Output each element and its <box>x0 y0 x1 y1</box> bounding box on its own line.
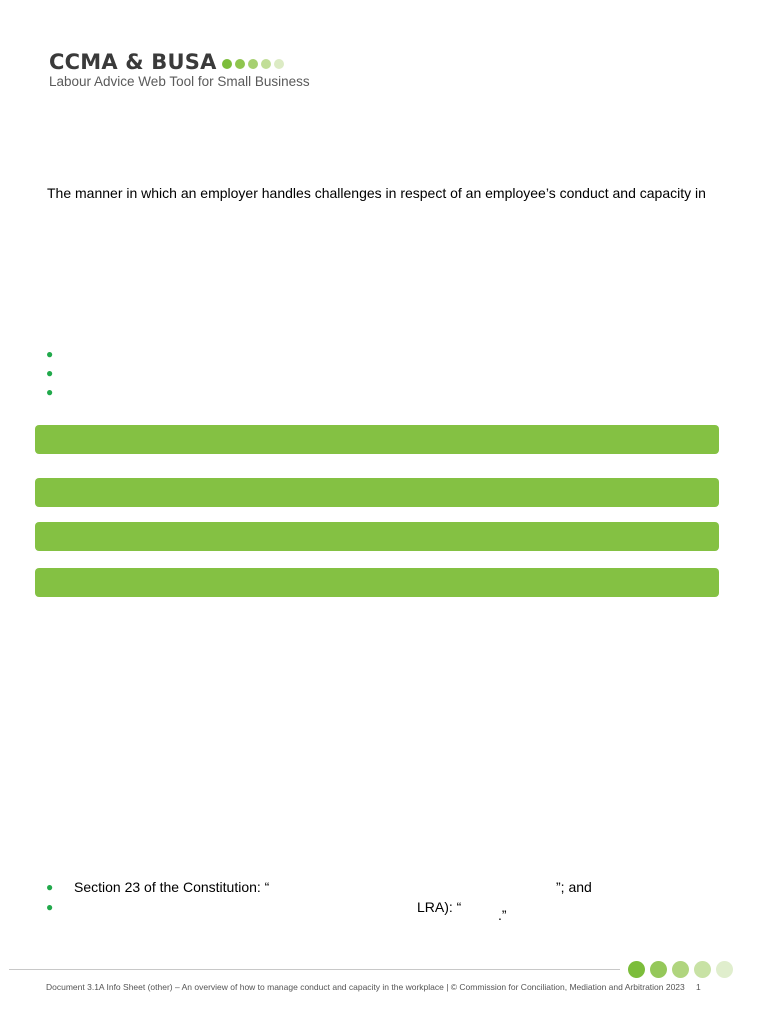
footer-dot <box>716 961 733 978</box>
footer-dot <box>694 961 711 978</box>
logo-title <box>49 50 310 74</box>
footer-dots <box>628 961 733 978</box>
list-item-tail: ”; and <box>556 879 592 895</box>
logo <box>49 50 310 90</box>
footer-text: Document 3.1A Info Sheet (other) – An overview of how to manage conduct and capacity in the workplace | © Commission for Conciliation, Mediation and Arbitration 2023 <box>46 982 685 992</box>
footer-dot <box>628 961 645 978</box>
section-heading-bar <box>35 425 719 454</box>
footer-divider <box>9 969 620 970</box>
logo-dots <box>222 59 284 69</box>
intro-paragraph: The manner in which an employer handles challenges in respect of an employee’s conduct and capacity in <box>47 185 706 201</box>
bullet-marker: ● <box>46 347 54 361</box>
list-item-tail: .” <box>498 907 507 923</box>
section-heading-bar <box>35 568 719 597</box>
page-number: 1 <box>696 982 701 992</box>
logo-dot <box>222 59 232 69</box>
footer-dot <box>672 961 689 978</box>
section-heading-bar <box>35 478 719 507</box>
logo-dot <box>274 59 284 69</box>
footer-dot <box>650 961 667 978</box>
bullet-marker: ● <box>46 385 54 399</box>
bullet-marker: ● <box>46 366 54 380</box>
logo-subtitle: Labour Advice Web Tool for Small Business <box>49 74 310 89</box>
logo-dot <box>248 59 258 69</box>
logo-title-text: CCMA & BUSA <box>49 50 217 74</box>
bullet-marker: ● <box>46 900 54 914</box>
list-item-text: LRA): “ <box>417 899 462 915</box>
list-item-text: Section 23 of the Constitution: “ <box>74 879 270 895</box>
bullet-marker: ● <box>46 880 54 894</box>
bullet-list <box>46 345 53 402</box>
logo-dot <box>235 59 245 69</box>
section-heading-bar <box>35 522 719 551</box>
logo-dot <box>261 59 271 69</box>
